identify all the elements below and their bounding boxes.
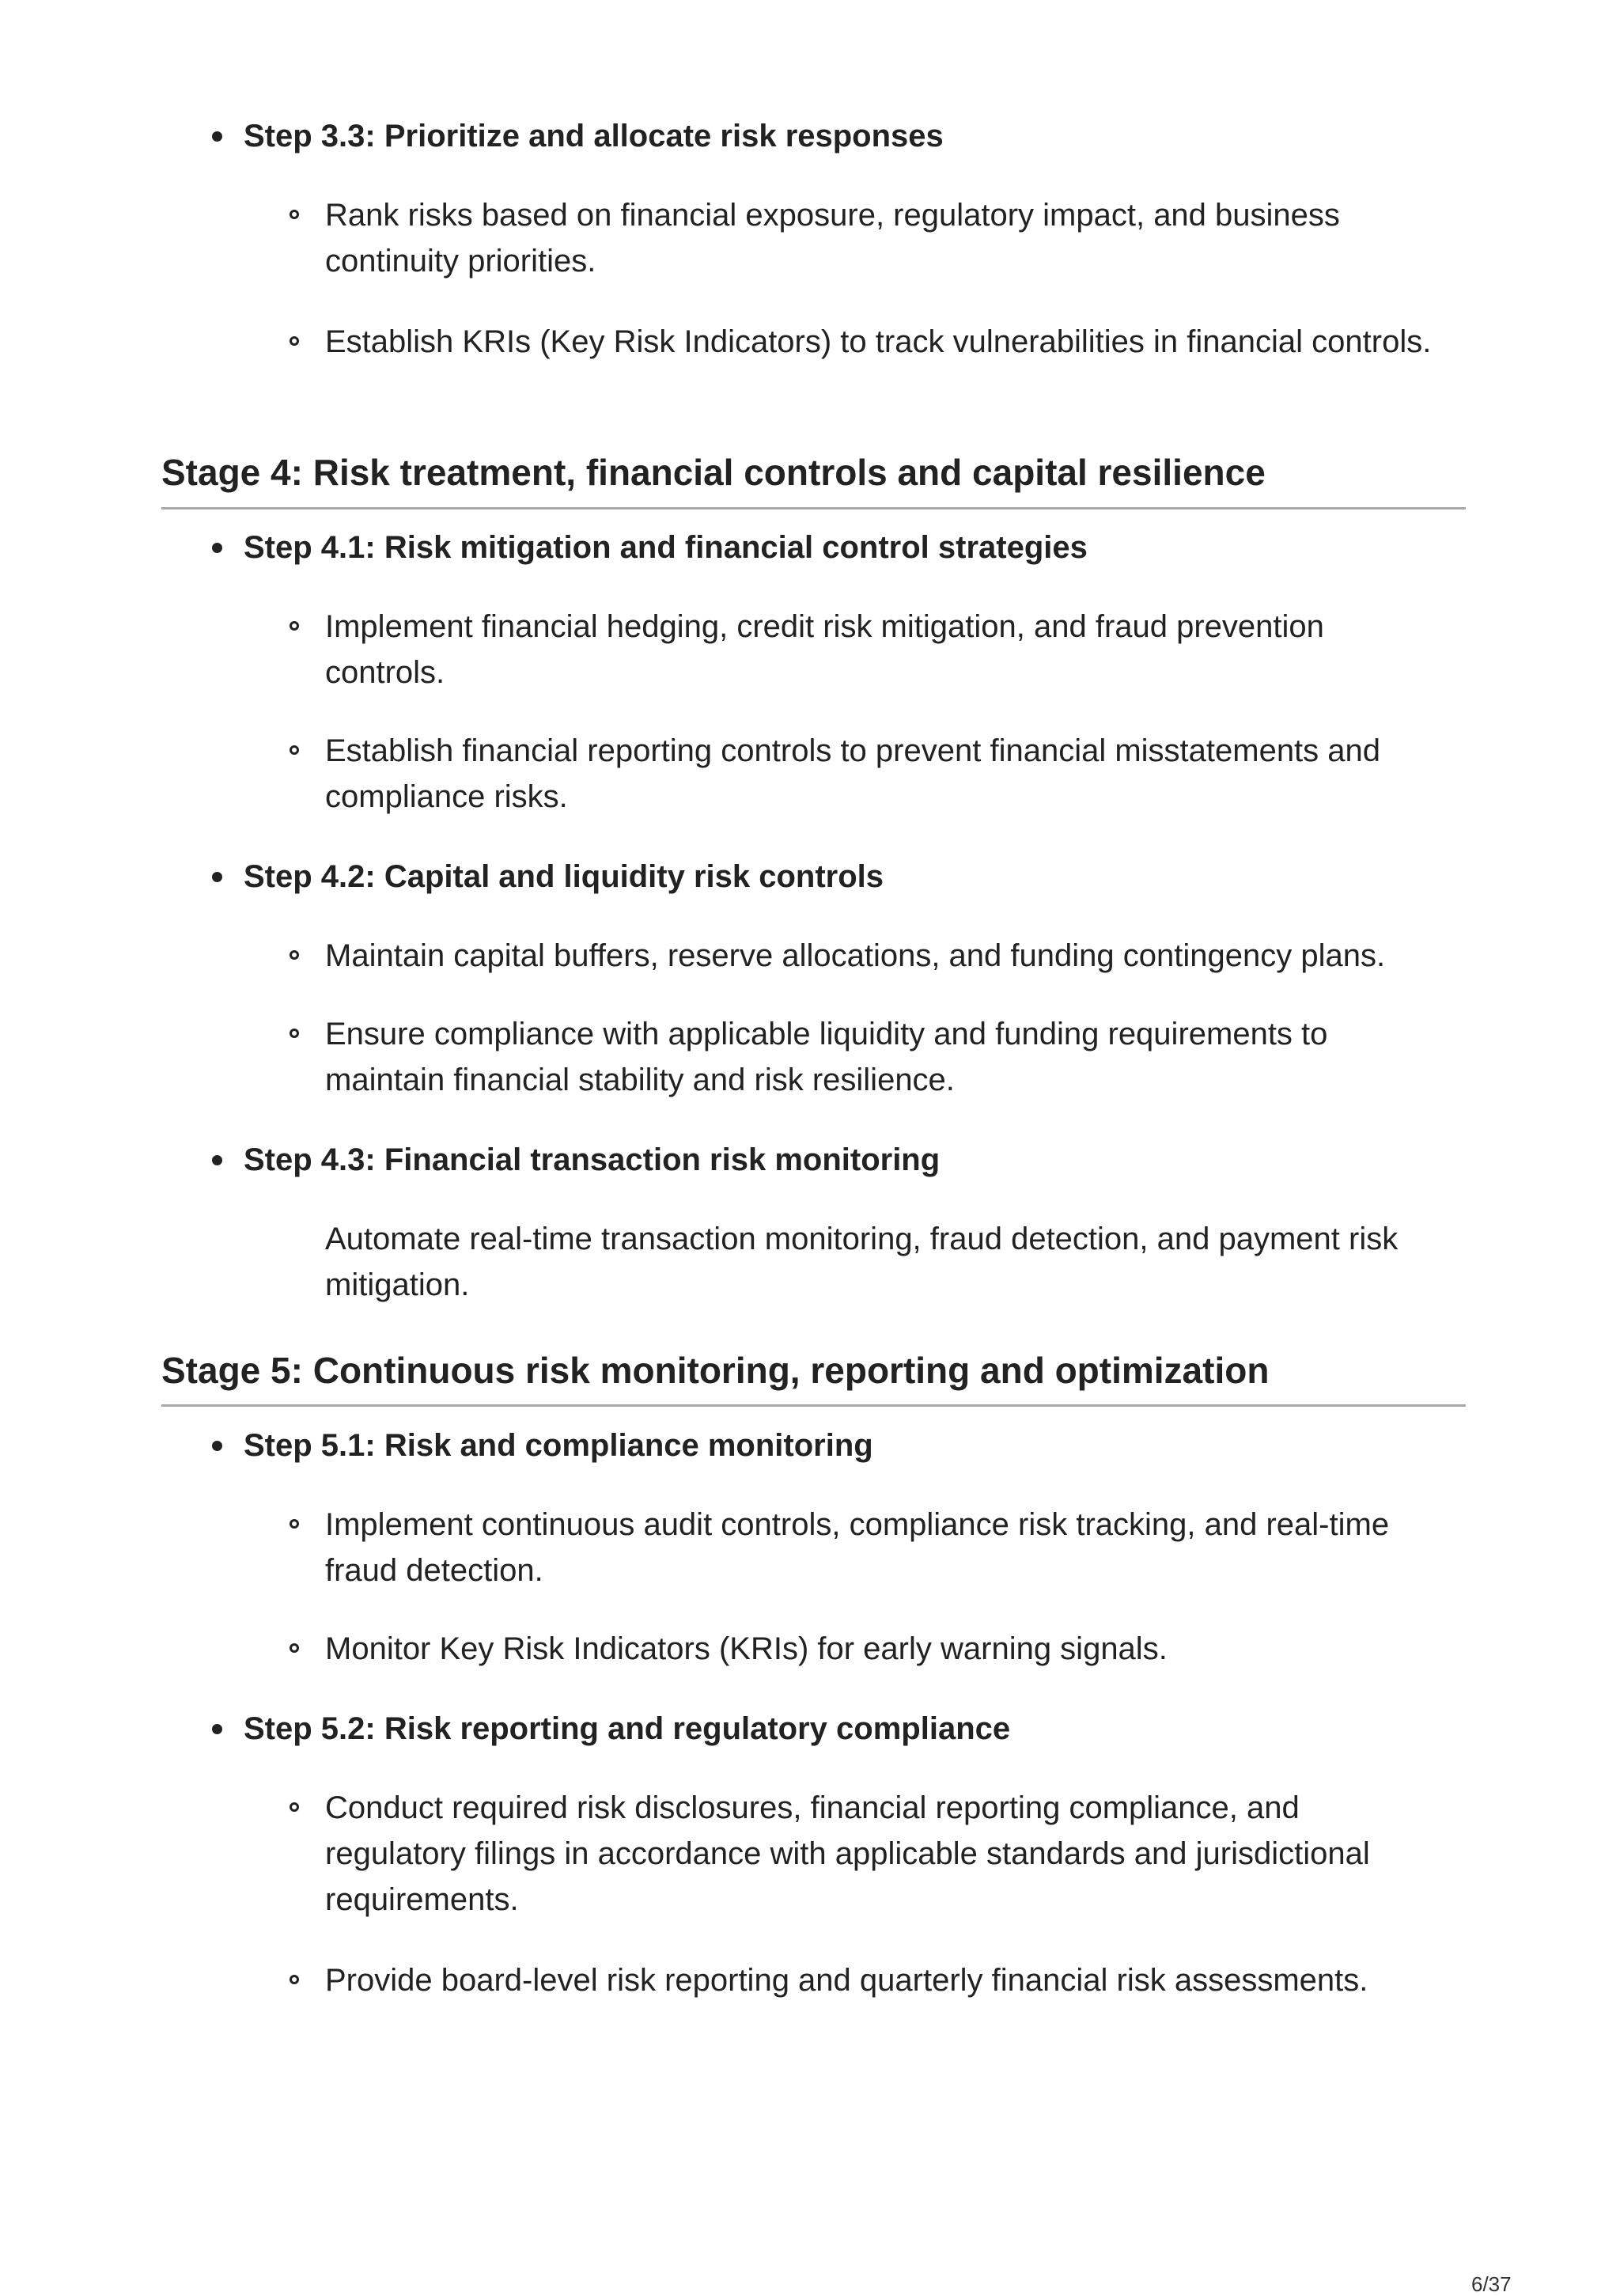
- step-3-3-heading: [244, 119, 944, 153]
- step-4-3-heading: [244, 1142, 940, 1177]
- list-item-text: Provide board-level risk reporting and quarterly financial risk assessments.: [325, 1963, 1368, 1998]
- bullet-dot-icon: [212, 1155, 222, 1165]
- list-item-text: Rank risks based on financial exposure, regulatory impact, and business continuity priorities.: [325, 198, 1340, 278]
- bullet-circle-icon: [290, 1643, 299, 1653]
- bullet-dot-icon: [212, 1441, 222, 1451]
- bullet-circle-icon: [290, 1029, 299, 1038]
- bullet-dot-icon: [212, 1724, 222, 1734]
- list-item-text: Establish financial reporting controls to prevent financial misstatements and compliance risks.: [325, 733, 1381, 814]
- step-4-3-title: Step 4.3: Financial transaction risk monitoring: [244, 1142, 941, 1177]
- bullet-dot-icon: [212, 131, 222, 142]
- list-item: [325, 1626, 1448, 1672]
- list-item: [325, 192, 1448, 284]
- list-item: [325, 1502, 1448, 1593]
- list-item: [325, 604, 1448, 695]
- stage-5-divider: [161, 1404, 1466, 1407]
- step-4-1-title: Step 4.1: Risk mitigation and financial control strategies: [244, 530, 1088, 565]
- step-5-1-heading: [244, 1428, 873, 1463]
- bullet-circle-icon: [290, 621, 299, 631]
- step-5-1-title: Step 5.1: Risk and compliance monitoring: [244, 1428, 873, 1463]
- step-3-3-title: Step 3.3: Prioritize and allocate risk responses: [244, 119, 944, 153]
- list-item: [325, 1011, 1448, 1103]
- list-item-text: Monitor Key Risk Indicators (KRIs) for early warning signals.: [325, 1631, 1168, 1666]
- stage-5-heading: Stage 5: Continuous risk monitoring, reporting and optimization: [161, 1350, 1270, 1391]
- list-item-text: Conduct required risk disclosures, financial reporting compliance, and regulatory filings in accordance with applicable standards and jurisdictional requirements.: [325, 1790, 1370, 1917]
- bullet-circle-icon: [290, 336, 299, 346]
- stage-4-divider: [161, 507, 1466, 510]
- step-5-2-title: Step 5.2: Risk reporting and regulatory compliance: [244, 1711, 1011, 1746]
- list-item: [325, 1785, 1448, 1923]
- bullet-dot-icon: [212, 543, 222, 553]
- list-item: [325, 728, 1448, 820]
- step-5-2-heading: [244, 1711, 1010, 1746]
- list-item-text: Maintain capital buffers, reserve allocations, and funding contingency plans.: [325, 938, 1386, 973]
- bullet-circle-icon: [290, 1519, 299, 1529]
- bullet-circle-icon: [290, 1975, 299, 1984]
- list-item-text: Ensure compliance with applicable liquidity and funding requirements to maintain financial stability and risk resilience.: [325, 1017, 1328, 1097]
- bullet-dot-icon: [212, 872, 222, 882]
- list-item-text: Implement continuous audit controls, compliance risk tracking, and real-time fraud detection.: [325, 1507, 1390, 1588]
- bullet-circle-icon: [290, 210, 299, 219]
- step-4-3-text: Automate real-time transaction monitoring, fraud detection, and payment risk mitigation.: [325, 1222, 1399, 1302]
- bullet-circle-icon: [290, 950, 299, 960]
- list-item: [325, 933, 1448, 979]
- bullet-circle-icon: [290, 745, 299, 755]
- stage-4-heading: Stage 4: Risk treatment, financial controls and capital resilience: [161, 452, 1266, 493]
- list-item-text: Implement financial hedging, credit risk mitigation, and fraud prevention controls.: [325, 609, 1324, 690]
- list-item: [325, 319, 1448, 365]
- step-4-1-heading: [244, 530, 1088, 565]
- step-4-2-heading: [244, 859, 884, 894]
- list-item: [325, 1957, 1448, 2003]
- step-4-2-title: Step 4.2: Capital and liquidity risk controls: [244, 859, 884, 894]
- page-number: 6/37: [1471, 2272, 1512, 2296]
- list-item-text: Establish KRIs (Key Risk Indicators) to track vulnerabilities in financial controls.: [325, 324, 1432, 359]
- bullet-circle-icon: [290, 1802, 299, 1812]
